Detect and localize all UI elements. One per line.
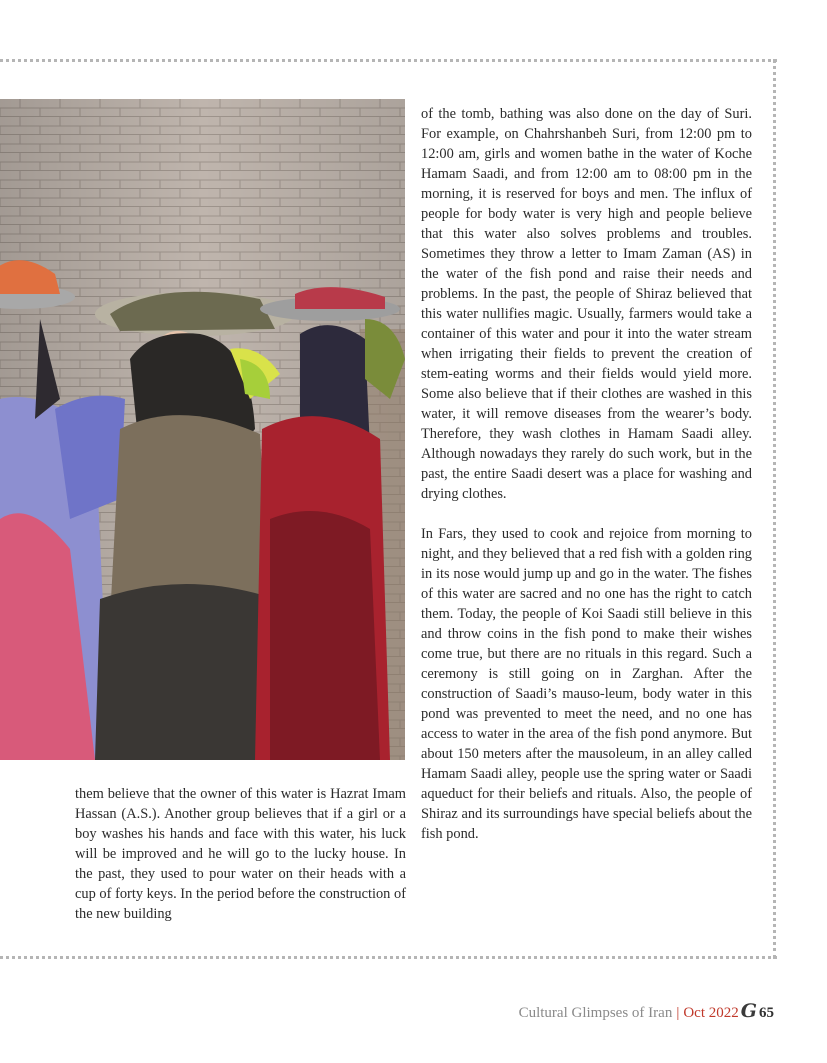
right-column-paragraph-1: of the tomb, bathing was also done on the day of Suri. For example, on Chahrshanbeh Suri, from 12:00 pm to 12:00 am, girls and women bathe in the water of Koche Hamam Saadi, and from 12:00 am to 08:00 pm in the morning, it is reserved for boys and men. The influx of people for body water is very high and people believe that this water also solves problems and troubles. Sometimes they throw a letter to Imam Zaman (AS) in the water of the fish pond and raise their needs and problems. In the past, the people of Shiraz believed that this water nullifies magic. Usually, farmers would take a container of this water and pour it into the water stream when irrigating their fields to prevent the creation of stem-eating worms and their fields would yield more. Some also believe that if their clothes are washed in this water, it will remove diseases from the wearer’s body. Therefore, they wash clothes in Hamam Saadi alley. Although nowadays they rarely do such work, but in the past, the entire Saadi desert was a place for washing and drying clothes. xyxy=(421,106,752,502)
issue-date: Oct 2022 xyxy=(683,1005,739,1021)
page-footer xyxy=(519,1000,774,1022)
right-dotted-border xyxy=(773,59,776,959)
magazine-logo-icon: G xyxy=(740,1000,757,1022)
publication-title: Cultural Glimpses of Iran xyxy=(518,1005,673,1021)
bottom-dotted-border xyxy=(0,956,777,959)
right-column-paragraph-2: In Fars, they used to cook and rejoice from morning to night, and they believed that a red fish with a golden ring in its nose would jump up and go in the water. The fishes of this water are sacred and no one has the right to catch them. Today, the people of Koi Saadi still believe in this and throw coins in the fish pond to make their wishes come true, but there are no rituals in this regard. Such a ceremony is still going on in Zarghan. After the construction of Saadi’s mauso-leum, body water in this pond was prevented to meet the need, and no one has access to water in the area of the fish pond anymore. But about 150 meters after the mausoleum, in an alley called Hamam Saadi alley, people use the spring water or Saadi aqueduct for their beliefs and rituals. Also, the people of Shiraz and its surroundings have special beliefs about the fish pond. xyxy=(421,526,752,842)
top-dotted-border xyxy=(0,59,777,62)
footer-separator: | xyxy=(676,1005,680,1021)
right-text-column xyxy=(421,104,752,844)
article-photo xyxy=(0,99,405,760)
left-text-column xyxy=(75,784,406,924)
left-column-paragraph: them believe that the owner of this water is Hazrat Imam Hassan (A.S.). Another group believes that if a girl or a boy washes his hands and face with this water, his luck will be improved and he will go to the lucky house. In the past, they used to pour water on their heads with a cup of forty keys. In the period before the construction of the new building xyxy=(75,786,406,922)
page-number: 65 xyxy=(759,1005,774,1021)
